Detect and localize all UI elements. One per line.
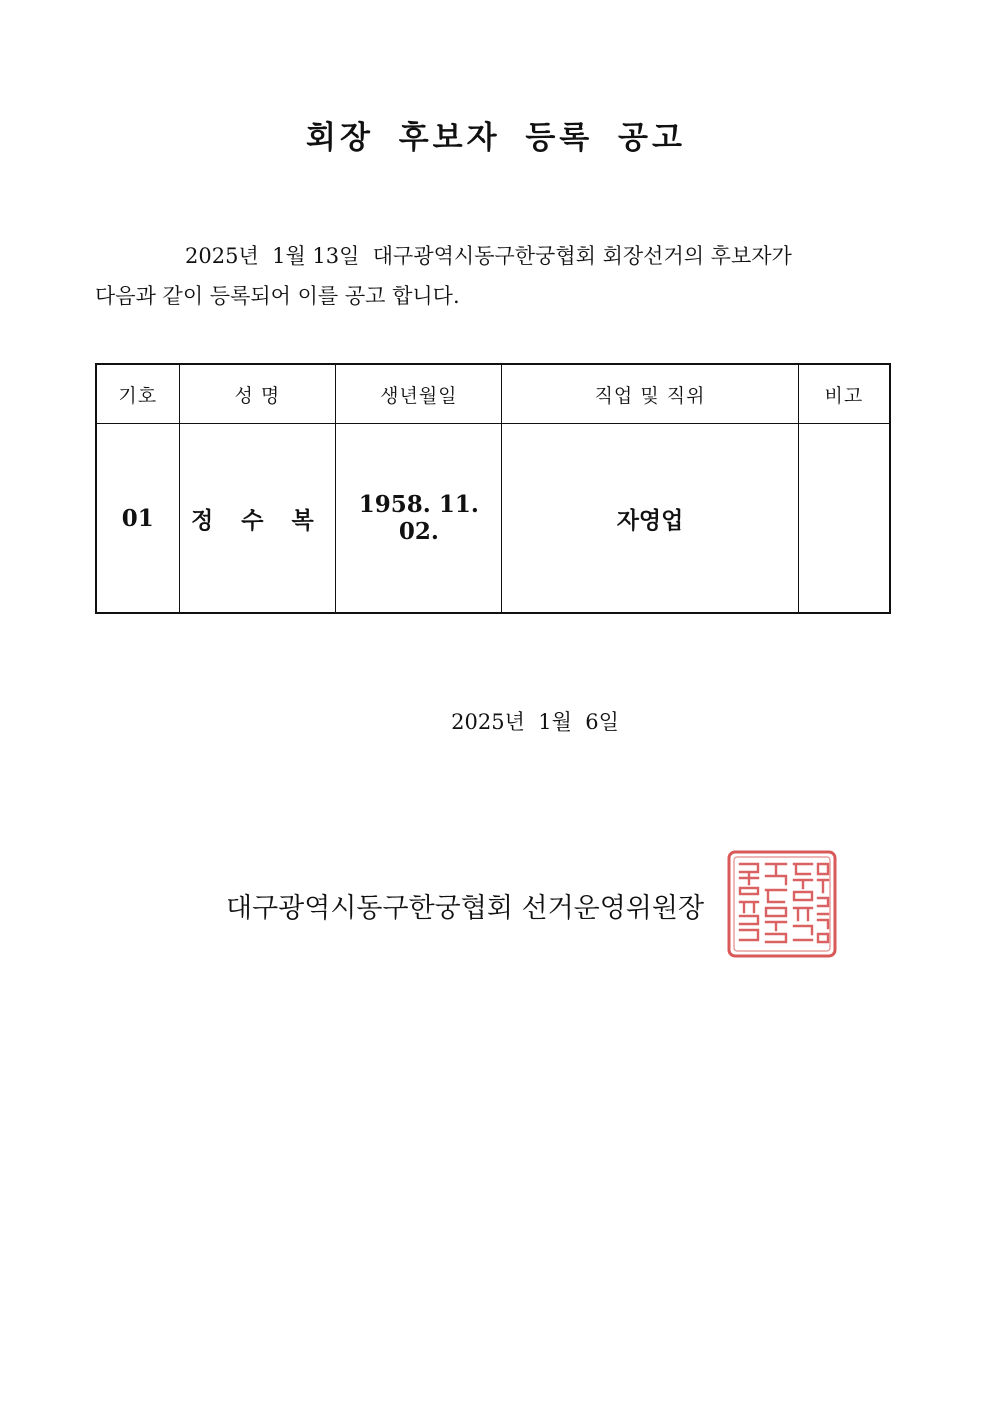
announcement-paragraph: [95, 236, 897, 316]
paragraph-line-1: 2025년 1월 13일 대구광역시동구한궁협회 회장선거의 후보자가: [185, 244, 792, 268]
cell-birthdate: 1958. 11. 02.: [336, 424, 502, 614]
cell-name: 정 수 복: [179, 424, 336, 614]
official-seal-stamp: [726, 848, 838, 960]
table-header-row: [96, 364, 890, 424]
header-number: 기호: [96, 364, 179, 424]
cell-occupation: 자영업: [502, 424, 798, 614]
cell-remarks: [798, 424, 890, 614]
paragraph-line-2: 다음과 같이 등록되어 이를 공고 합니다.: [95, 284, 460, 308]
table-row: [96, 424, 890, 614]
announcement-date: 2025년 1월 6일: [451, 710, 619, 734]
header-remarks: 비고: [798, 364, 890, 424]
candidate-table: [95, 363, 891, 614]
signer-name: 대구광역시동구한궁협회 선거운영위원장: [226, 893, 705, 924]
header-name: 성 명: [179, 364, 336, 424]
header-birthdate: 생년월일: [336, 364, 502, 424]
cell-number: 01: [96, 424, 179, 614]
page-title: 회장 후보자 등록 공고: [306, 120, 686, 156]
header-occupation: 직업 및 직위: [502, 364, 798, 424]
